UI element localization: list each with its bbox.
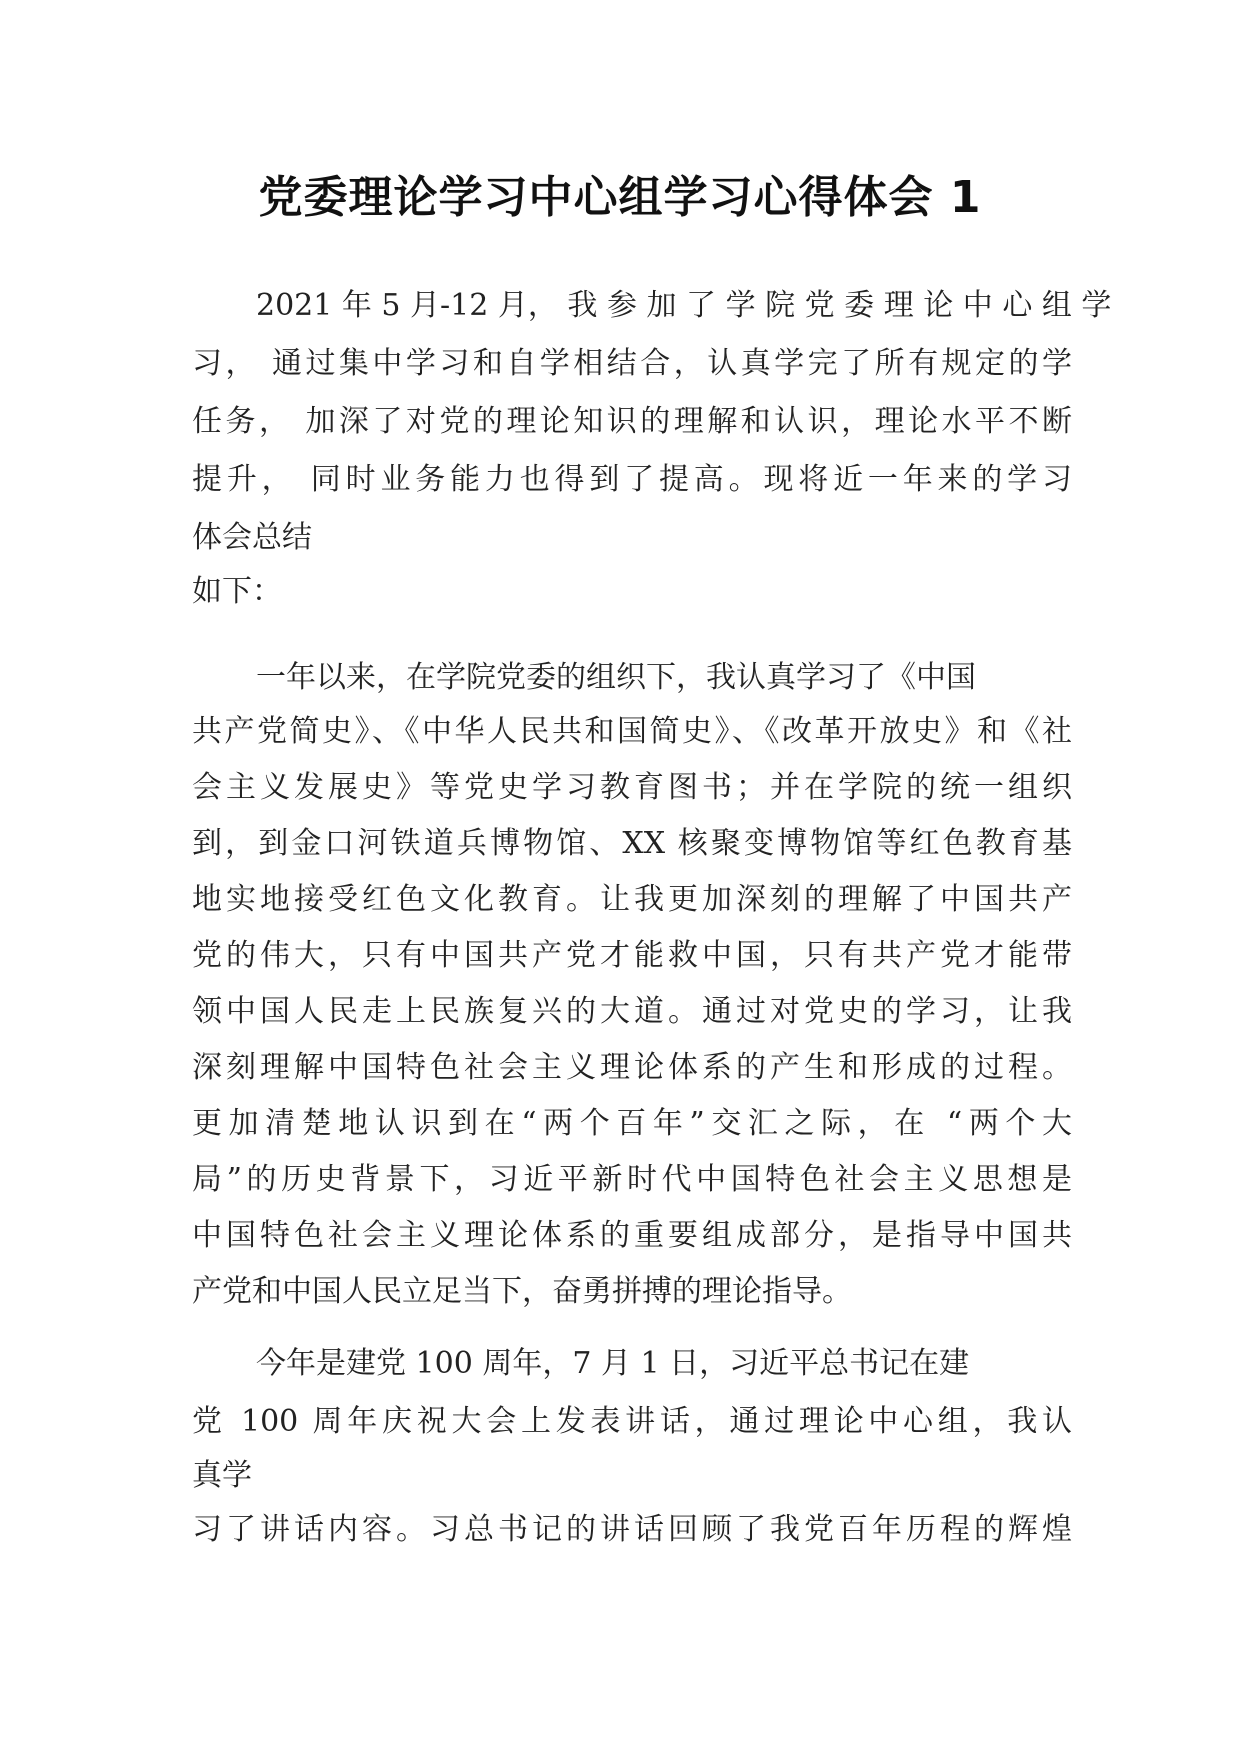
paragraph-line: 真学 (192, 1458, 252, 1493)
paragraph-line: 如下： (192, 574, 282, 609)
paragraph-line: 习， 通过集中学习和自学相结合，认真学完了所有规定的学 (192, 346, 1072, 381)
paragraph-line: 今年是建党 100 周年，7 月 1 日，习近平总书记在建 (256, 1346, 970, 1381)
paragraph-line: 体会总结 (192, 520, 312, 555)
paragraph-line: 一年以来，在学院党委的组织下，我认真学习了《中国 (256, 660, 976, 695)
paragraph-line: 党 100 周年庆祝大会上发表讲话，通过理论中心组，我认 (192, 1404, 1072, 1439)
paragraph-line: 任务， 加深了对党的理论知识的理解和认识，理论水平不断 (192, 404, 1072, 439)
paragraph-line: 中国特色社会主义理论体系的重要组成部分，是指导中国共 (192, 1218, 1072, 1253)
paragraph-line: 更加清楚地认识到在“两个百年”交汇之际，在 “两个大 (192, 1106, 1072, 1141)
paragraph-line: 党的伟大，只有中国共产党才能救中国，只有共产党才能带 (192, 938, 1072, 973)
document-title: 党委理论学习中心组学习心得体会 1 (258, 172, 982, 223)
paragraph-line: 提升， 同时业务能力也得到了提高。现将近一年来的学习 (192, 462, 1072, 497)
paragraph-line: 领中国人民走上民族复兴的大道。通过对党史的学习，让我 (192, 994, 1072, 1029)
paragraph-line: 局”的历史背景下，习近平新时代中国特色社会主义思想是 (192, 1162, 1072, 1197)
paragraph-line: 深刻理解中国特色社会主义理论体系的产生和形成的过程。 (192, 1050, 1072, 1085)
paragraph-line: 到，到金口河铁道兵博物馆、XX 核聚变博物馆等红色教育基 (192, 826, 1072, 861)
paragraph-line: 2021 年 5 月-12 月， 我 参 加 了 学 院 党 委 理 论 中 心 组 学 (256, 288, 1112, 323)
paragraph-line: 地实地接受红色文化教育。让我更加深刻的理解了中国共产 (192, 882, 1072, 917)
paragraph-line: 会主义发展史》等党史学习教育图书；并在学院的统一组织 (192, 770, 1072, 805)
paragraph-line: 共产党简史》、《中华人民共和国简史》、《改革开放史》和《社 (192, 714, 1072, 749)
paragraph-line: 产党和中国人民立足当下，奋勇拼搏的理论指导。 (192, 1274, 852, 1309)
paragraph-line: 习了讲话内容。习总书记的讲话回顾了我党百年历程的辉煌 (192, 1512, 1072, 1547)
